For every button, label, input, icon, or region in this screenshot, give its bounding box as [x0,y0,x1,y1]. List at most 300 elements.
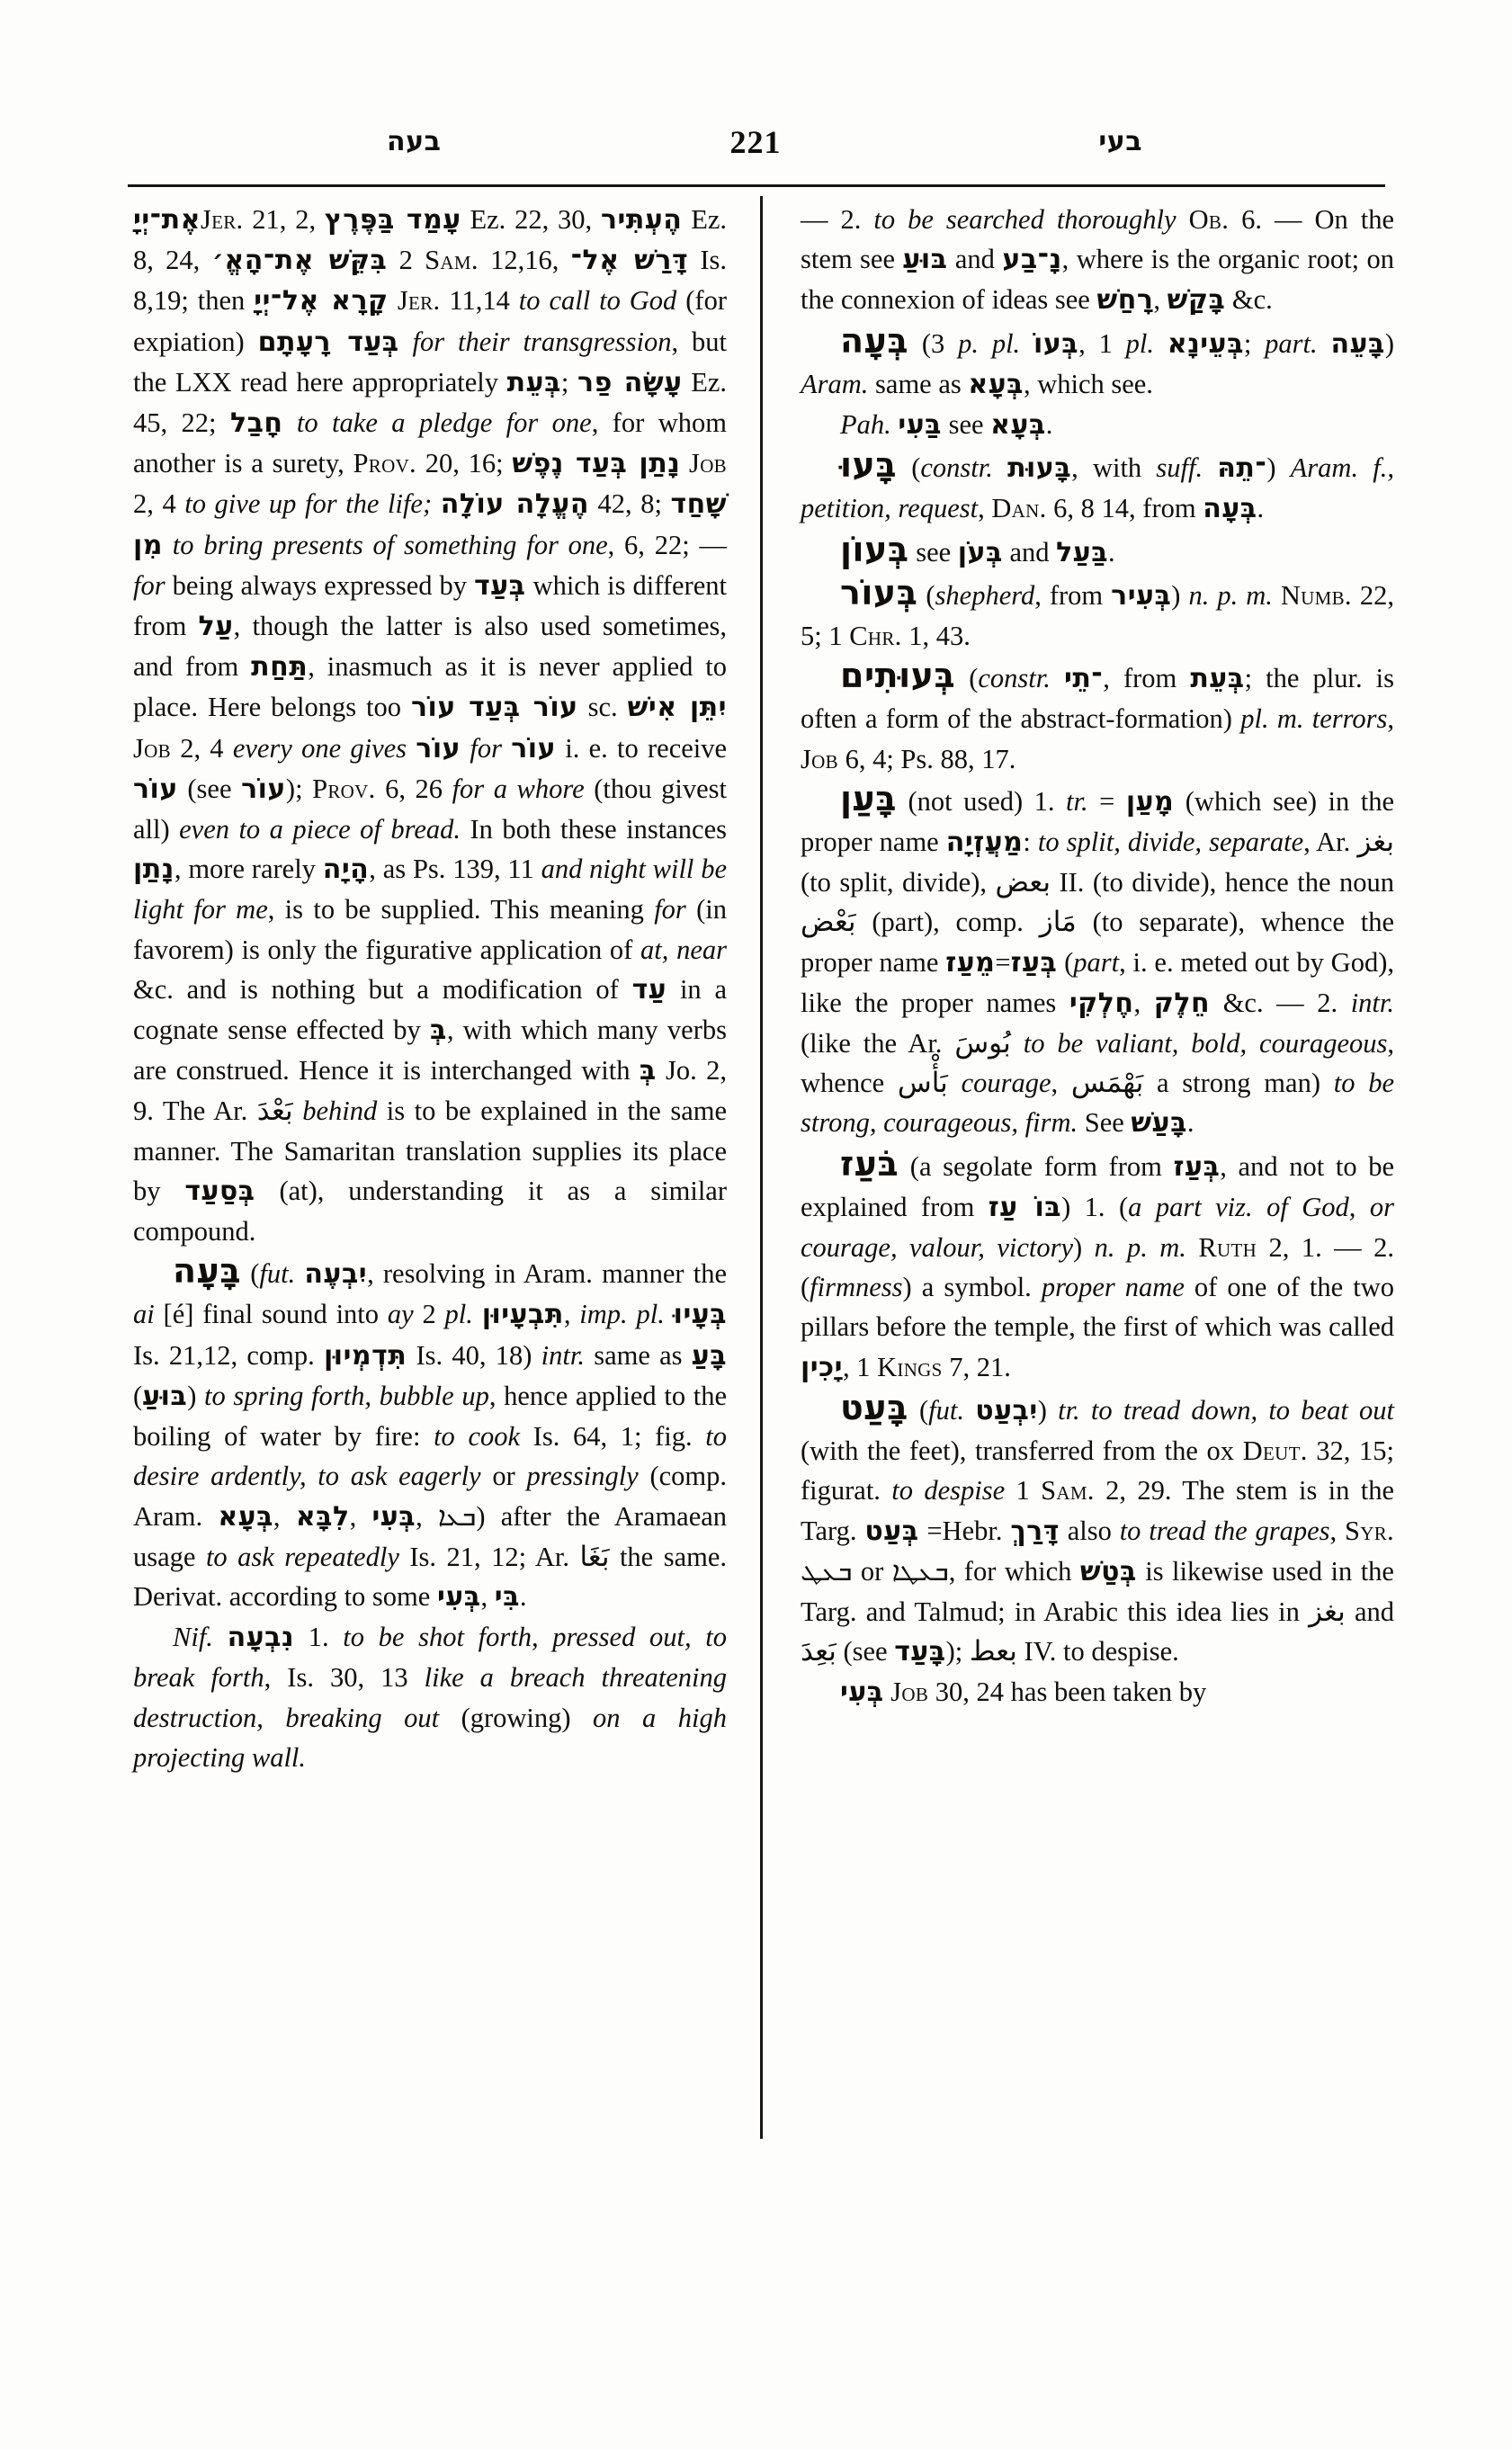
hebrew-word: רָחַשׁ [1096,284,1154,317]
body-text: = [1087,785,1126,817]
dictionary-entry [801,779,1394,1144]
arabic-word: بَهْمَس [1070,1067,1144,1100]
bible-reference: Syr. [1345,1515,1394,1546]
body-text: in a cognate sense effected by [133,973,728,1046]
syriac-word: ܒܥܛܐ [891,1555,949,1587]
body-text: , more rarely [174,854,323,885]
body-text [1186,1232,1198,1263]
gloss-italic: pl. [444,1299,473,1330]
body-text: 30, 24 has been taken by [928,1677,1207,1708]
body-text: : [1023,827,1038,858]
body-text: (with the feet), transferred from the ox [801,1435,1243,1467]
bible-reference: Prov. [312,773,376,804]
body-text: ( [908,1394,929,1426]
body-text: 6, 8 14, from [1046,493,1203,524]
body-text: , 1 [1078,327,1126,359]
header-rule [128,184,1385,187]
body-text: and [1002,536,1057,568]
body-text: (to separate), whence the proper name [801,907,1394,978]
bible-reference: Prov. [353,448,416,479]
body-text: ( [1057,946,1074,978]
hebrew-word: בְּ [430,1015,447,1047]
gloss-italic: for [461,732,502,764]
dictionary-entry [133,1617,727,1777]
body-text: (like the Ar. [801,1028,955,1060]
hebrew-word: בַּעַל [1056,536,1109,568]
entry-lemma: בְּעוֹן [840,529,909,569]
gloss-italic: for their transgression [398,326,672,357]
gloss-italic: to ask repeatedly [205,1541,399,1572]
arabic-word: بَعِدَ [801,1635,837,1668]
gloss-italic: fut. [928,1394,964,1426]
body-text: , from [1034,579,1112,611]
body-text: (growing) [439,1702,594,1733]
hebrew-word: תִּדְמְיוּן [324,1339,407,1372]
hebrew-word: בְּעַז [1173,1150,1221,1183]
body-text: , [1133,987,1154,1018]
hebrew-word: בְּעִי [436,1580,481,1613]
gloss-italic: courage [961,1068,1051,1099]
gloss-italic: constr. [920,452,993,484]
hebrew-word: בְּעֵינָא [1167,327,1244,360]
gloss-italic: for [133,569,166,601]
arabic-word: بَعْض [801,906,856,939]
body-text: 2, 4 [133,488,185,520]
hebrew-word: בָּעֵה [1330,327,1385,360]
gloss-italic: and night will be light for me [133,854,728,925]
hebrew-word: בְּעָא [218,1500,273,1533]
entry-lemma: בְּעָה [840,320,909,361]
body-text: Is. 8,19; then [133,245,728,317]
running-head-right-hebrew: בעי [1098,126,1142,157]
gloss-italic: to be searched thoroughly [873,204,1176,235]
body-text: ) [187,1380,205,1411]
gloss-italic: fut. [259,1258,296,1290]
gloss-italic: like a breach threatening destruction, breaking out [133,1662,727,1733]
body-text: , though the latter is also used sometimes, and from [133,611,727,683]
body-text: , [1153,284,1168,316]
gloss-italic: to call to God [518,285,677,317]
gloss-italic: to be shot forth, pressed out, to break forth [133,1622,728,1694]
body-text: 7, 21. [942,1351,1011,1382]
body-text [1203,452,1217,483]
body-text: ) [1037,1394,1059,1426]
gloss-italic: behind [292,1095,378,1127]
bible-reference: Jer. [388,285,441,317]
body-text: 2 [387,245,425,276]
gloss-italic: to spring forth, bubble up [204,1380,489,1411]
hebrew-word: עוֹר [241,773,286,805]
body-text [295,1258,304,1289]
body-text: , 1 [842,1351,878,1382]
body-text: ) after the Aramaean usage [133,1500,728,1572]
body-text: (in favorem) is only the figurative application of [133,894,727,965]
body-text: . [1186,1107,1194,1139]
hebrew-word: לִבָּא [295,1500,350,1533]
body-text: , [480,1580,495,1612]
hebrew-word: יִבְעֶה [304,1258,368,1291]
body-text [948,1068,962,1098]
body-text: IV. to despise. [1016,1636,1179,1668]
hebrew-word: עַל [198,611,234,643]
hebrew-word: נִבְעָה [227,1622,295,1654]
body-text: , with [1071,452,1157,484]
arabic-word: بغز [1357,826,1394,859]
hebrew-word: הֶעֱלָה עוֹלָה [440,488,589,521]
body-text: ); [945,1636,970,1668]
body-text: which is different from [133,569,727,642]
body-text [1273,580,1281,611]
bible-reference: Numb. [1280,579,1352,611]
hebrew-word: עוֹר בְּעַד עוֹר [411,692,578,724]
body-text [993,452,1007,483]
gloss-italic: constr. [978,663,1051,694]
hebrew-word: הֶעְתִּיר [600,204,683,236]
body-text: ; [560,366,578,398]
gloss-italic: tr. [1066,785,1088,817]
bible-reference: Dan. [991,493,1047,524]
gloss-italic: to bring presents of something for one [163,529,608,560]
running-head-left-hebrew: בעה [387,126,442,157]
body-text: =Hebr. [918,1515,1011,1546]
body-text: , [563,1299,580,1330]
gloss-italic: to cook [434,1421,521,1453]
hebrew-word: בָּעַשׁ [1131,1107,1187,1140]
hebrew-word: יִבְעַט [975,1394,1038,1426]
body-text: , whence [801,1028,1394,1099]
body-text: 6, 4; Ps. 88, 17. [837,743,1016,774]
hebrew-word: עָשָׂה פַר [577,366,683,398]
body-text: See [1078,1107,1132,1139]
page-number: 221 [729,124,782,160]
body-text: Jo. 2, 9. The Ar. [133,1055,727,1127]
hebrew-word: בְּעֹן [957,536,1003,568]
body-text: , Ar. [1303,827,1358,858]
bible-reference: Job [801,743,838,774]
bible-reference: Ob. [1188,204,1230,235]
body-text: (to split, divide), [801,867,996,899]
hebrew-word: נָ־בַע [1002,244,1062,276]
hebrew-word: בְּעָא [968,368,1024,400]
body-text [964,1395,975,1426]
body-text: Is. 21,12, comp. [133,1339,324,1371]
body-text: see [908,536,958,568]
gloss-italic: Nif. [173,1622,213,1653]
gloss-italic: to give up for the life; [184,488,433,520]
gloss-italic: intr. [1350,987,1395,1018]
body-text: same as [868,368,969,399]
gloss-italic: ay [387,1299,414,1330]
body-text: Is. 64, 1; fig. [520,1421,706,1453]
body-text: 21, 2, [243,204,325,235]
hebrew-word: הָיָה [322,854,370,886]
entry-lemma: בָּעָה [173,1251,242,1292]
body-text: , Is. 30, 13 [264,1662,425,1694]
body-text: ) a symbol. [902,1272,1042,1303]
body-text: sc. [577,692,628,723]
body-text: ( [897,452,921,484]
gloss-italic: firmness [810,1272,903,1303]
hebrew-word: בְּעֵת [506,366,561,398]
body-text: see [941,409,991,441]
body-text: a strong man) [1143,1068,1334,1099]
hebrew-word: יָכִין [801,1351,843,1383]
gloss-italic: for a whore [452,773,585,804]
body-text [213,1622,228,1652]
dictionary-entry [801,656,1394,779]
body-text: &c. and is nothing but a modification of [133,973,632,1005]
right-text-column [801,200,1394,1713]
arabic-word: بغز [1309,1595,1346,1628]
body-text: (a segolate form from [899,1150,1174,1182]
entry-lemma: בֹּעַז [840,1143,899,1184]
body-text: ; [1243,327,1266,359]
gloss-italic: suff. [1156,452,1203,484]
hebrew-word: בְּעִי [371,1500,416,1533]
dictionary-entry [801,405,1394,445]
gloss-italic: for [654,894,686,925]
dictionary-entry [801,1144,1394,1388]
body-text: ; the plur. is often a form of the abstract-formation) [801,663,1394,735]
arabic-word: بعض [995,866,1051,899]
hebrew-word: בַּעִי [898,409,942,442]
body-text [1020,328,1033,359]
body-text [1176,204,1189,235]
body-text: 2, 1. — 2. ( [801,1232,1395,1303]
body-text: , [273,1500,296,1532]
hebrew-word: ־תֵהּ [1217,452,1267,485]
gloss-italic: to split, divide, separate [1037,827,1304,858]
arabic-word: بَأْس [897,1067,948,1100]
body-text: , inasmuch as it is never applied to place. Here belongs too [133,651,727,723]
body-text [473,1299,482,1329]
gloss-italic: pl. [1125,327,1155,359]
body-text: (part), comp. [855,907,1040,938]
body-text: , i. e. meted out by God), like the proper names [801,946,1394,1018]
body-text: , [416,1500,439,1532]
hebrew-word: עָמַד בַּפֶּרֶץ [324,204,461,236]
hebrew-word: בְּעוֹ [1033,327,1079,360]
bible-reference: Kings [877,1351,943,1382]
body-text [680,448,689,478]
dictionary-entry [801,573,1394,656]
body-text: = [995,946,1011,978]
syriac-word: ܒܥܐ [438,1500,477,1533]
hebrew-word: דָּרַךְ [1010,1515,1060,1547]
gloss-italic: intr. [541,1339,585,1371]
hebrew-word: נָתַן בְּעַד נֶפֶשׁ [512,448,681,480]
bible-reference: Sam. [1041,1475,1095,1507]
body-text: In both these instances [461,814,727,845]
body-text: 11,14 [440,285,519,317]
hebrew-word: בִּקֵּשׁ אֶת־הָאֱ׳ [211,245,388,277]
body-text: is to be explained in the same manner. The Samaritan translation supplies its place by [133,1095,727,1206]
body-text: Ez. 8, 24, [133,204,727,276]
body-text: , and not to be explained from [801,1150,1394,1222]
hebrew-word: חֶלְקִי [1069,987,1134,1019]
body-text: the same. Derivat. according to some [133,1541,727,1612]
bible-reference: Ruth [1198,1232,1257,1264]
body-text: (which see) in the proper name [801,785,1395,858]
hebrew-word: בָּעַ [691,1339,728,1372]
gloss-italic: tr. to tread down, to beat out [1058,1394,1394,1426]
bible-reference: Deut. [1242,1435,1308,1467]
body-text: , which see. [1023,368,1153,399]
body-text: ) [1171,579,1189,611]
body-text: 22, 5; 1 [801,579,1394,652]
gloss-italic: Pah. [840,409,891,441]
paragraph-continuation [133,200,727,1251]
body-text: , resolving in Aram. manner the [367,1258,727,1290]
hebrew-word: בּוֹ עַז [988,1191,1062,1223]
body-text: being always expressed by [165,569,475,601]
body-text: , for which [948,1555,1080,1587]
hebrew-word: קָרָא אֶל־יְיָ [254,285,389,317]
body-text: 42, 8; [588,488,671,520]
gloss-italic: n. p. m. [1188,579,1273,611]
hebrew-word: חֵלֶק [1153,987,1211,1019]
bible-reference: Job [133,732,171,764]
body-text: , as Ps. 139, 11 [369,854,541,885]
hebrew-word: בּוּעַ [142,1380,188,1412]
column-divider [760,196,763,2139]
hebrew-word: אֶת־יְיָ [133,204,201,236]
arabic-word: بُوسَ [954,1027,1011,1060]
hebrew-word: מַעֲזְיָה [945,827,1024,859]
gloss-italic: to desire ardently, to ask eagerly [133,1421,727,1492]
hebrew-word: בְּעַז [1010,946,1058,979]
body-text: Is. 40, 18) [407,1339,541,1371]
gloss-italic: proper name [1041,1272,1185,1303]
body-text: 1 [1005,1475,1042,1507]
body-text: 6, 26 [375,773,452,804]
gloss-italic: on a high projecting wall. [133,1702,727,1773]
body-text: 1, 43. [901,621,971,652]
arabic-word: مَاز [1039,906,1077,939]
body-text: Is. 21, 12; Ar. [398,1541,580,1572]
hebrew-word: בְּעָא [990,409,1046,442]
body-text: ( [917,579,935,611]
body-text: 6. — On the stem see [801,204,1395,275]
hebrew-word: בִּי [494,1580,520,1613]
body-text: (for expiation) [133,285,727,357]
body-text: ( [955,663,979,694]
hebrew-word: בְּעֵת [1190,663,1245,695]
hebrew-word: בְּעִי [840,1677,884,1709]
body-text: ); [285,773,313,804]
gloss-italic: Aram. f., petition, request [801,452,1394,524]
entry-lemma: בָּעַן [840,778,897,818]
body-text: , but the LXX read here appropriately [133,326,727,398]
entry-lemma: בָּעַט [840,1387,908,1427]
body-text: or [480,1461,527,1492]
body-text: 20, 16; [416,448,513,479]
arabic-word: بَغَا [579,1540,610,1573]
hebrew-word: בְּטַשׁ [1079,1555,1137,1587]
hebrew-word: בָּקַשׁ [1167,284,1226,317]
body-text: , with which many verbs are construed. Hence it is interchanged with [133,1015,727,1086]
gloss-italic: ai [133,1299,155,1330]
hebrew-word: בְּ [639,1055,657,1087]
body-text: also [1059,1515,1120,1546]
body-text [432,488,441,519]
body-text: . [1257,493,1265,524]
body-text: , for whom another is a surety, [133,407,727,479]
arabic-word: بعط [969,1635,1017,1668]
body-text [1051,663,1064,693]
body-text: (3 [908,327,959,359]
body-text: of one of the two pillars before the temple, the first of which was called [801,1272,1394,1343]
gloss-italic: to be valiant, bold, courageous [1023,1028,1388,1060]
hebrew-word: בְּעַד רָעָתָם [257,326,399,358]
hebrew-word: תַּחַת [251,651,309,684]
body-text: , [1051,1068,1071,1099]
gloss-italic: at, near [640,934,727,965]
bible-reference: Sam. [425,245,479,276]
body-text [665,1299,674,1329]
hebrew-word: מָעַן [1125,785,1175,818]
body-text: or [852,1555,892,1587]
body-text: Ez. 22, 30, [461,204,601,235]
body-text: (not used) 1. [896,785,1067,817]
hebrew-word: עוֹר [416,732,461,765]
hebrew-word: בְּעָה [1203,493,1257,525]
body-text: — 2. [801,204,874,235]
dictionary-entry [801,1388,1394,1672]
hebrew-word: בְּעַט [864,1515,919,1547]
body-text [1011,1028,1024,1059]
body-text: (comp. Aram. [133,1461,727,1532]
body-text: is likewise used in the Targ. and Talmud; in Arabic this idea lies in [801,1555,1394,1627]
body-text: ) [1266,452,1291,484]
gloss-italic: every one gives [232,732,407,764]
hebrew-word: דָּרַשׁ אֶל־ [570,245,689,277]
body-text: 2, 29. The stem is in the Targ. [801,1475,1394,1546]
gloss-italic: to take a pledge for one [282,407,592,439]
body-text: (at), understanding it as a similar compound. [133,1175,727,1247]
gloss-italic: part [1073,946,1120,978]
body-text: , hence applied to the boiling of water by fire: [133,1380,727,1453]
gloss-italic: pressingly [526,1461,639,1492]
hebrew-word: בְּעִיר [1111,579,1172,612]
bible-reference: Job [689,448,727,479]
dictionary-entry [801,1672,1394,1712]
body-text: i. e. to receive [556,732,728,764]
body-text: II. (to divide), hence the noun [1051,867,1394,899]
gloss-italic: Aram. [801,368,869,399]
arabic-word: بَعْدَ [256,1095,293,1128]
dictionary-entry [801,445,1394,529]
gloss-italic: pl. m. terrors [1240,703,1388,735]
gloss-italic: to tread the grapes [1119,1515,1330,1546]
hebrew-word: ־תֵי [1063,663,1104,695]
entry-lemma: בָּעוּ [840,445,898,486]
body-text: , [1329,1515,1345,1546]
syriac-word: ܒܥܛ [801,1555,853,1587]
body-text: 1. [294,1622,344,1653]
body-text: and [947,244,1003,275]
body-text [407,733,416,764]
body-text: ) [1384,327,1394,359]
gloss-italic: part. [1265,327,1318,359]
entry-lemma: בְּעוּתִים [840,656,956,696]
hebrew-word: בָּעַד [894,1636,946,1668]
bible-reference: Chr. [849,621,902,652]
dictionary-entry [801,530,1394,573]
hebrew-word: בָּעוּת [1007,452,1072,485]
body-text: , where is the organic root; on the connexion of ideas see [801,244,1394,316]
gloss-italic: even to a piece of bread. [179,814,461,845]
